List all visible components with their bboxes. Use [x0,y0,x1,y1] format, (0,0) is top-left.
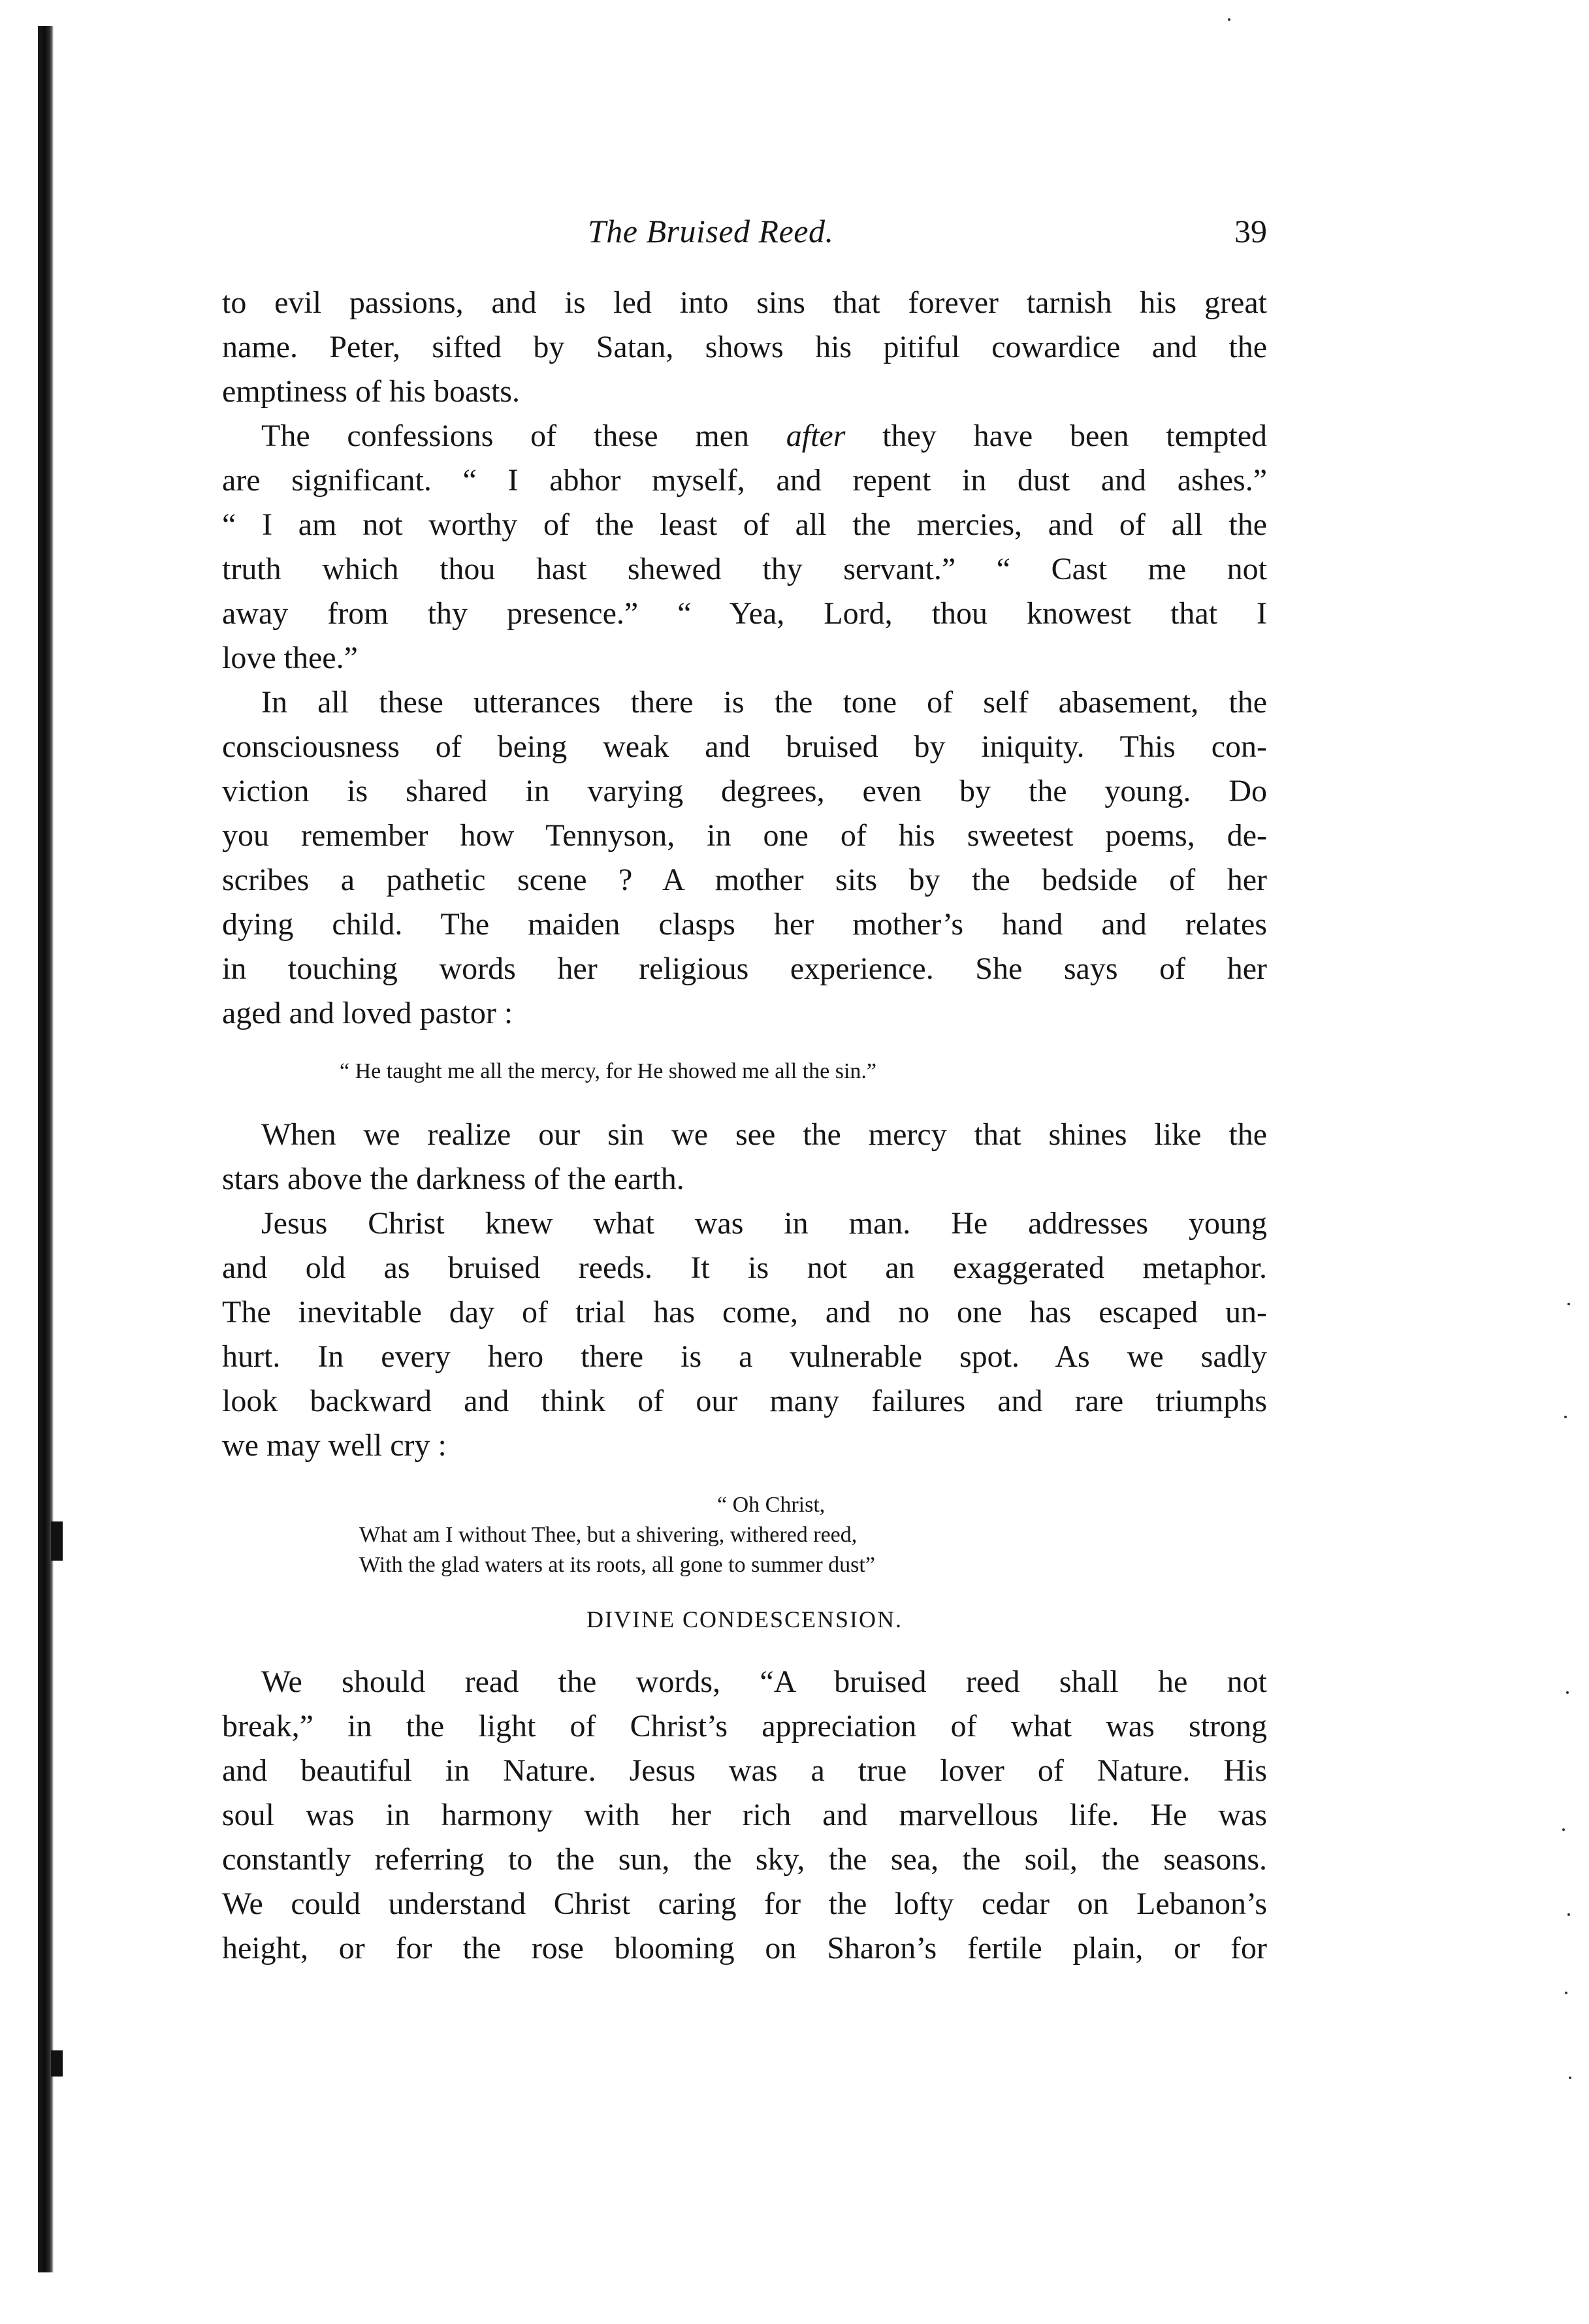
text-line [222,414,1267,458]
text-line: and old as bruised reeds. It is not an exaggerated metaphor. [222,1250,1267,1285]
text-line: viction is shared in varying degrees, even by the young. Do [222,774,1267,808]
paragraph [222,1660,1267,1971]
text-line: truth which thou hast shewed thy servant.” “ Cast me not [222,552,1267,586]
text-line: love thee.” [222,641,358,675]
text-line: name. Peter, sifted by Satan, shows his pitiful cowardice and the [222,330,1267,364]
scan-speck [1562,1828,1565,1831]
text-line: dying child. The maiden clasps her mother’s hand and relates [222,907,1267,942]
text-line: away from thy presence.” “ Yea, Lord, thou knowest that I [222,596,1267,631]
text-line: In all these utterances there is the tone of self abasement, the [261,685,1267,720]
binding-notch [51,1521,63,1561]
text-line: break,” in the light of Christ’s appreciation of what was strong [222,1709,1267,1743]
text-line: soul was in harmony with her rich and marvellous life. He was [222,1798,1267,1832]
emphasis: after [786,419,846,453]
quote-line: “ He taught me all the mercy, for He showed me all the sin.” [340,1059,877,1083]
text-line: When we realize our sin we see the mercy that shines like the [261,1117,1267,1152]
poem-line: “ Oh Christ, [717,1493,826,1517]
block-quote [222,1057,1267,1087]
paragraph [222,1202,1267,1468]
text-line: The inevitable day of trial has come, and no one has escaped un- [222,1295,1267,1329]
text-line: Jesus Christ knew what was in man. He addresses young [261,1206,1267,1241]
text-line: constantly referring to the sun, the sky, the sea, the soil, the seasons. [222,1842,1267,1877]
text-line: We could understand Christ caring for the lofty cedar on Lebanon’s [222,1886,1267,1921]
text-run: they have been tempted [845,419,1268,453]
binding-notch [51,2050,63,2077]
text-line: emptiness of his boasts. [222,374,520,409]
text-line: hurt. In every hero there is a vulnerable spot. As we sadly [222,1339,1267,1374]
page-header [222,212,1267,264]
text-line: scribes a pathetic scene ? A mother sits by the bedside of her [222,863,1267,897]
text-line: look backward and think of our many failures and rare triumphs [222,1384,1267,1418]
page-number: 39 [1234,213,1267,249]
text-line: in touching words her religious experience. She says of her [222,951,1267,986]
scan-speck [1564,1416,1567,1418]
scan-speck [1567,1913,1570,1916]
scan-speck [1565,1992,1567,1994]
paragraph [222,1113,1267,1202]
scan-speck [1566,1691,1569,1694]
poem-line: What am I without Thee, but a shivering, withered reed, [359,1523,858,1547]
text-line: We should read the words, “A bruised reed shall he not [261,1664,1267,1699]
text-line: consciousness of being weak and bruised by iniquity. This con- [222,729,1267,764]
scan-speck [1228,18,1230,21]
text-line: “ I am not worthy of the least of all the mercies, and of all the [222,507,1267,542]
text-line: aged and loved pastor : [222,996,513,1030]
text-line: and beautiful in Nature. Jesus was a true lover of Nature. His [222,1753,1267,1788]
paragraph [222,281,1267,414]
poem-quote [222,1490,1267,1580]
text-line: to evil passions, and is led into sins that forever tarnish his great [222,285,1267,320]
paragraph [222,414,1267,680]
section-heading: DIVINE CONDESCENSION. [586,1606,903,1632]
page-body [222,281,1267,1971]
running-title: The Bruised Reed. [588,213,834,249]
text-line: you remember how Tennyson, in one of his sweetest poems, de- [222,818,1267,853]
text-line: are significant. “ I abhor myself, and repent in dust and ashes.” [222,463,1267,498]
scan-speck [1567,1303,1570,1305]
paragraph [222,680,1267,1036]
text-run: The confessions of these men [261,419,786,453]
scanned-binding-edge [38,26,54,2272]
scan-speck [1569,2077,1571,2079]
poem-line: With the glad waters at its roots, all gone to summer dust” [359,1553,875,1577]
text-line: we may well cry : [222,1428,447,1463]
text-line: height, or for the rose blooming on Sharon’s fertile plain, or for [222,1931,1267,1966]
text-line: stars above the darkness of the earth. [222,1162,684,1196]
